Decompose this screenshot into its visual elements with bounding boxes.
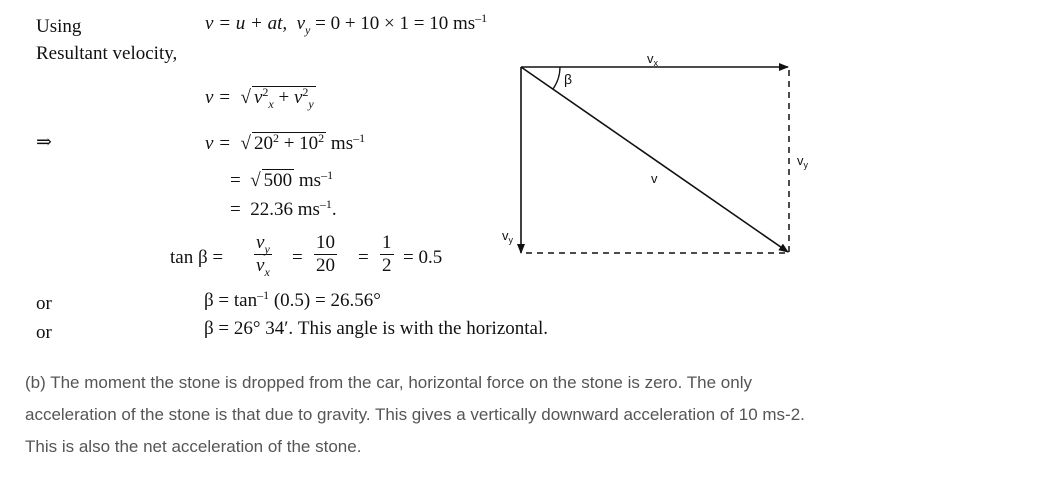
frac2-den: 20 bbox=[316, 255, 335, 276]
frac3-den: 2 bbox=[382, 255, 392, 276]
eq3-bsup: 2 bbox=[318, 131, 325, 145]
or-label-1: or bbox=[36, 293, 52, 314]
eq1-lhs: v bbox=[205, 13, 214, 34]
eq2-x: v bbox=[253, 87, 263, 108]
eq4-eq: = bbox=[230, 170, 241, 191]
eq1b-exp: –1 bbox=[475, 11, 488, 25]
eq5-exp: –1 bbox=[319, 197, 332, 211]
using-label: Using bbox=[36, 16, 82, 37]
label-beta: β bbox=[564, 71, 573, 87]
label-vy-right bbox=[797, 153, 809, 170]
eq3-lhs: v = bbox=[205, 133, 232, 154]
label-vy-left-sub: y bbox=[508, 235, 513, 245]
eq3-asup: 2 bbox=[272, 131, 279, 145]
implies-arrow: ⇒ bbox=[36, 132, 52, 153]
eq2-ysub: y bbox=[308, 97, 314, 111]
tan-result: = 0.5 bbox=[403, 247, 443, 268]
label-vx-v: v bbox=[647, 51, 654, 66]
eq2-xsub: x bbox=[268, 97, 274, 111]
eq2-lhs: v = bbox=[205, 87, 232, 108]
eq-sign-1: = bbox=[292, 247, 303, 268]
beta-arc bbox=[553, 67, 560, 89]
frac1-num-sub: y bbox=[264, 242, 270, 256]
eq1b-sub: y bbox=[305, 23, 311, 37]
eq3-unit: ms bbox=[326, 133, 354, 154]
equation-sqrt500: = √ 500 $ms^{-1}$ bbox=[230, 168, 334, 191]
eq2-xsup: 2 bbox=[262, 85, 269, 99]
frac1-den: v bbox=[256, 255, 265, 276]
eq2-plus: + bbox=[278, 87, 290, 108]
resultant-label: Resultant velocity, bbox=[36, 43, 178, 64]
beta1-rest: (0.5) = 26.56° bbox=[269, 290, 381, 311]
paragraph-line-3: This is also the net acceleration of the stone. bbox=[25, 437, 362, 456]
beta1-exp: –1 bbox=[257, 288, 270, 302]
eq3-plus: + 10 bbox=[278, 133, 319, 154]
eq5-val: 22.36 ms bbox=[250, 199, 320, 220]
eq3-a: 20 bbox=[253, 133, 273, 154]
eq2-y: v bbox=[293, 87, 303, 108]
paragraph-line-1: (b) The moment the stone is dropped from the car, horizontal force on the stone is zero. The only bbox=[25, 373, 752, 392]
label-vy-right-v: v bbox=[797, 153, 804, 168]
eq5-end: . bbox=[331, 199, 337, 220]
eq4-exp: –1 bbox=[321, 168, 334, 182]
tan-lhs: tan β = bbox=[170, 247, 224, 268]
paragraph-line-2: acceleration of the stone is that due to gravity. This gives a vertically downward acceleration of 10 ms-2. bbox=[25, 405, 805, 424]
v-arrow bbox=[521, 67, 788, 252]
frac1-num: v bbox=[256, 232, 265, 253]
equation-resultant: v = √ $v^2_x + v^2_y$ bbox=[205, 85, 314, 111]
eq1b-rhs: = 0 + 10 × 1 = 10 ms bbox=[315, 13, 476, 34]
eq5-eq: = bbox=[230, 199, 241, 220]
eq2-ysup: 2 bbox=[302, 85, 309, 99]
beta1: β = tan bbox=[204, 290, 258, 311]
eq4-unit: ms bbox=[294, 170, 322, 191]
label-vy-right-sub: y bbox=[803, 160, 808, 170]
or-label-2: or bbox=[36, 322, 52, 343]
eq4-val: 500 bbox=[263, 170, 293, 191]
eq1b-var: v bbox=[296, 13, 306, 34]
label-vx bbox=[647, 51, 659, 68]
label-v: v bbox=[651, 171, 658, 186]
frac2-num: 10 bbox=[316, 232, 335, 253]
label-vy-left bbox=[502, 228, 514, 245]
eq3-exp: –1 bbox=[353, 131, 366, 145]
label-vy-left-v: v bbox=[502, 228, 509, 243]
equation-substitute: v = √ $20^2 + 10^2$ $ms^{-1}$ bbox=[205, 131, 366, 154]
eq-sign-2: = bbox=[358, 247, 369, 268]
frac1-den-sub: x bbox=[264, 265, 270, 279]
eq1-rhs: = u + at, bbox=[218, 13, 288, 34]
frac3-num: 1 bbox=[382, 232, 392, 253]
beta-equation-2: β = 26° 34′. This angle is with the horizontal. bbox=[204, 318, 549, 339]
label-vx-sub: x bbox=[653, 58, 658, 68]
